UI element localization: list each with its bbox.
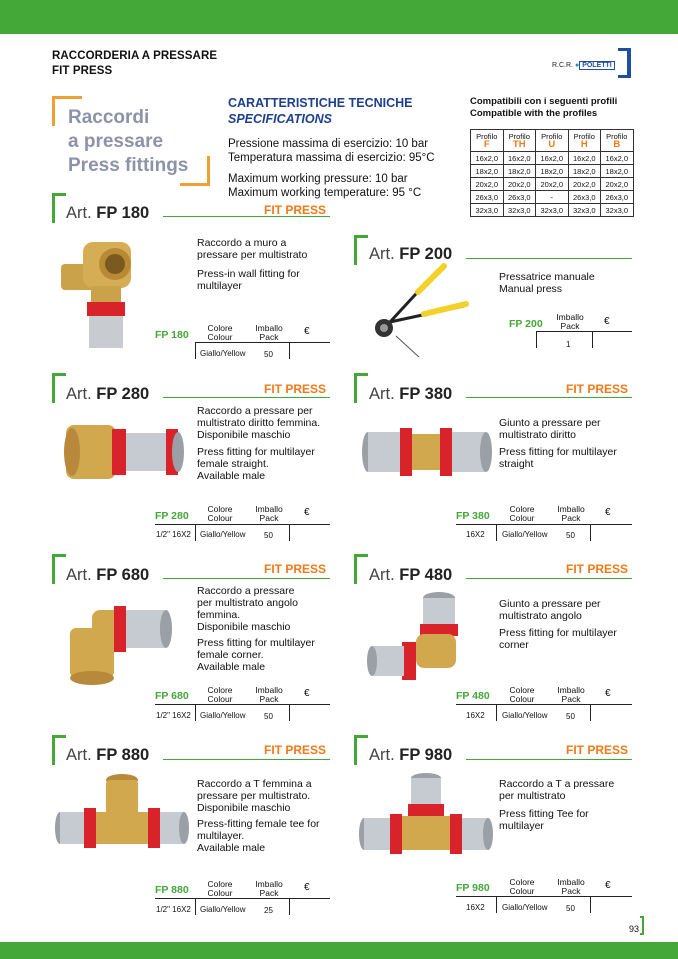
colore-header: Colore Colour — [207, 685, 233, 704]
spec-line-4: Maximum working temperature: 95 °C — [228, 187, 422, 199]
colore-header: Colore Colour — [509, 504, 535, 523]
fp880-desc-it: Raccordo a T femmina a pressare per multistrato. Disponibile maschio — [197, 778, 312, 814]
page-number-bracket — [640, 916, 644, 935]
section-underline — [163, 578, 330, 579]
section-corner — [354, 373, 357, 403]
drop-icon: ● — [574, 62, 580, 69]
table-row: 32x3,0 32x3,0 32x3,0 32x3,0 32x3,0 — [471, 204, 634, 217]
article-fp280-title: Art. FP 280 — [66, 385, 150, 403]
section-corner-h — [354, 235, 368, 238]
table-line — [195, 342, 330, 343]
fp180-code: FP 180 — [155, 329, 189, 341]
table-line — [155, 898, 330, 899]
fp680-desc-en: Press fitting for multilayer female corner. Available male — [197, 637, 315, 673]
fp280-colour: Giallo/Yellow — [200, 530, 246, 539]
article-fp680-title: Art. FP 680 — [66, 566, 150, 584]
brand-bracket-bottom — [618, 75, 631, 78]
fit-press-label: FIT PRESS — [566, 562, 629, 576]
section-underline — [466, 578, 632, 579]
imballo-header: Imballo Pack — [557, 504, 585, 523]
brand-bracket-top — [618, 48, 631, 51]
fp880-pack: 25 — [264, 906, 273, 915]
section-corner — [52, 193, 55, 223]
elbow-coupling-icon — [366, 590, 466, 690]
fp280-code: FP 280 — [155, 510, 189, 522]
table-vline — [590, 524, 591, 541]
profile-col-th: Profilo TH — [503, 130, 536, 152]
profile-col-b: Profilo B — [601, 130, 634, 152]
colore-header: Colore Colour — [509, 877, 535, 896]
fp480-code: FP 480 — [456, 690, 490, 702]
table-row: 26x3,0 26x3,0 - 26x3,0 26x3,0 — [471, 191, 634, 204]
table-vline — [289, 342, 290, 359]
table-vline — [195, 342, 196, 359]
fp480-colour: Giallo/Yellow — [502, 711, 548, 720]
specs-heading — [228, 95, 413, 127]
section-corner-h — [52, 373, 66, 376]
fp480-desc-en: Press fitting for multilayer corner — [499, 627, 617, 651]
colore-header: Colore Colour — [207, 504, 233, 523]
fp180-colour: Giallo/Yellow — [200, 349, 246, 358]
table-line — [456, 704, 632, 705]
imballo-header: Imballo Pack — [556, 312, 584, 331]
fp980-desc-it: Raccordo a T a pressare per multistrato — [499, 778, 615, 802]
header-line-1: RACCORDERIA A PRESSARE — [52, 50, 218, 62]
imballo-header: Imballo Pack — [255, 504, 283, 523]
section-corner — [354, 735, 357, 765]
euro-header: € — [304, 688, 310, 699]
article-fp180-title: Art. FP 180 — [66, 204, 150, 222]
spec-line-1: Pressione massima di esercizio: 10 bar — [228, 138, 429, 150]
straight-female-fitting-icon — [62, 415, 187, 490]
colore-header: Colore Colour — [207, 323, 233, 342]
euro-header: € — [605, 507, 611, 518]
euro-header: € — [304, 507, 310, 518]
table-vline — [592, 331, 593, 348]
section-corner — [52, 735, 55, 765]
fp980-desc-en: Press fitting Tee for multilayer — [499, 808, 589, 832]
section-corner — [354, 554, 357, 584]
colore-header: Colore Colour — [509, 685, 535, 704]
table-line — [155, 704, 330, 705]
section-underline — [466, 759, 632, 760]
fp480-desc-it: Giunto a pressare per multistrato angolo — [499, 598, 601, 622]
spec-line-2: Temperatura massima di esercizio: 95°C — [228, 152, 435, 164]
brand-logo — [552, 62, 615, 69]
table-vline — [496, 524, 497, 541]
fp280-desc-en: Press fitting for multilayer female straight. Available male — [197, 446, 315, 482]
section-corner-h — [354, 373, 368, 376]
imballo-header: Imballo Pack — [557, 877, 585, 896]
table-line — [536, 331, 632, 332]
fp380-size: 16X2 — [466, 530, 485, 539]
fp980-code: FP 980 — [456, 882, 490, 894]
fp880-colour: Giallo/Yellow — [200, 905, 246, 914]
section-corner — [354, 235, 357, 265]
fp880-code: FP 880 — [155, 884, 189, 896]
fp200-code: FP 200 — [509, 318, 543, 330]
fp180-pack: 50 — [264, 350, 273, 359]
article-fp880-title: Art. FP 880 — [66, 746, 150, 764]
page-number: 93 — [629, 924, 640, 934]
section-underline — [466, 258, 632, 259]
brand-prefix: R.C.R. — [552, 62, 573, 69]
fp680-desc-it: Raccordo a pressare per multistrato angolo femmina. Disponibile maschio — [197, 585, 298, 633]
table-vline — [195, 524, 196, 541]
fp880-desc-en: Press-fitting female tee for multilayer. Available male — [197, 818, 320, 854]
colore-header: Colore Colour — [207, 879, 233, 898]
specs-heading-en: SPECIFICATIONS — [228, 112, 332, 126]
article-fp200-title: Art. FP 200 — [369, 245, 453, 263]
table-vline — [496, 896, 497, 913]
fit-press-label: FIT PRESS — [566, 382, 629, 396]
fit-press-label: FIT PRESS — [264, 743, 327, 757]
fit-press-label: FIT PRESS — [264, 203, 327, 217]
female-tee-icon — [54, 772, 190, 862]
article-fp980-title: Art. FP 980 — [369, 746, 453, 764]
table-line — [155, 524, 330, 525]
table-vline — [195, 704, 196, 721]
section-corner-h — [52, 554, 66, 557]
table-line — [456, 896, 632, 897]
table-vline — [289, 524, 290, 541]
article-fp480-title: Art. FP 480 — [369, 566, 453, 584]
euro-header: € — [605, 880, 611, 891]
compat-line-2: Compatible with the profiles — [470, 108, 598, 119]
profiles-table — [470, 129, 634, 217]
fp380-code: FP 380 — [456, 510, 490, 522]
section-corner-h — [354, 735, 368, 738]
section-underline — [163, 759, 330, 760]
wall-fitting-icon — [55, 236, 145, 351]
fp200-pack: 1 — [566, 340, 571, 349]
fp180-desc-en: Press-in wall fitting for multilayer — [197, 268, 300, 292]
profile-col-u: Profilo U — [536, 130, 569, 152]
fp380-desc-en: Press fitting for multilayer straight — [499, 446, 617, 470]
table-vline — [590, 896, 591, 913]
section-corner-h — [52, 735, 66, 738]
fp200-desc: Pressatrice manuale Manual press — [499, 271, 595, 295]
female-elbow-icon — [62, 598, 182, 688]
article-fp380-title: Art. FP 380 — [369, 385, 453, 403]
imballo-header: Imballo Pack — [255, 685, 283, 704]
table-row: 18x2,0 18x2,0 18x2,0 18x2,0 18x2,0 — [471, 165, 634, 178]
table-vline — [496, 704, 497, 721]
fp980-pack: 50 — [566, 904, 575, 913]
fit-press-label: FIT PRESS — [264, 382, 327, 396]
imballo-header: Imballo Pack — [255, 323, 283, 342]
table-row: 16x2,0 16x2,0 16x2,0 16x2,0 16x2,0 — [471, 152, 634, 165]
euro-header: € — [604, 316, 610, 327]
section-corner — [52, 373, 55, 403]
fp680-size: 1/2" 16X2 — [156, 711, 191, 720]
profile-col-h: Profilo H — [568, 130, 601, 152]
straight-coupling-icon — [360, 420, 492, 485]
compat-line-1: Compatibili con i seguenti profili — [470, 96, 618, 107]
fp280-pack: 50 — [264, 531, 273, 540]
section-corner-h — [354, 554, 368, 557]
imballo-header: Imballo Pack — [255, 879, 283, 898]
fp880-size: 1/2" 16X2 — [156, 905, 191, 914]
fp280-size: 1/2" 16X2 — [156, 530, 191, 539]
table-vline — [195, 898, 196, 915]
brand-bracket — [627, 48, 631, 78]
table-vline — [289, 898, 290, 915]
compat-heading — [470, 96, 617, 120]
profiles-header-row — [471, 130, 634, 152]
specs-heading-it: CARATTERISTICHE TECNICHE — [228, 96, 413, 110]
tee-fitting-icon — [358, 772, 494, 867]
fp980-colour: Giallo/Yellow — [502, 903, 548, 912]
fp280-desc-it: Raccordo a pressare per multistrato diritto femmina. Disponibile maschio — [197, 405, 321, 441]
title-line-2: a pressare — [68, 131, 164, 152]
section-underline — [163, 397, 330, 398]
header-line-2: FIT PRESS — [52, 65, 113, 77]
table-row: 20x2,0 20x2,0 20x2,0 20x2,0 20x2,0 — [471, 178, 634, 191]
euro-header: € — [304, 882, 310, 893]
bottom-green-bar — [0, 942, 678, 959]
euro-header: € — [304, 326, 310, 337]
profile-col-f: Profilo F — [471, 130, 504, 152]
section-underline — [466, 397, 632, 398]
brand-name: POLETTI — [579, 61, 615, 70]
top-green-bar — [0, 0, 678, 34]
fp380-pack: 50 — [566, 531, 575, 540]
fit-press-label: FIT PRESS — [264, 562, 327, 576]
fp680-code: FP 680 — [155, 690, 189, 702]
section-corner — [52, 554, 55, 584]
table-vline — [590, 704, 591, 721]
fp680-colour: Giallo/Yellow — [200, 711, 246, 720]
fp480-size: 16X2 — [466, 711, 485, 720]
table-line — [456, 524, 632, 525]
table-vline — [536, 331, 537, 348]
fp680-pack: 50 — [264, 712, 273, 721]
title-line-1: Raccordi — [68, 107, 150, 128]
fp980-size: 16X2 — [466, 903, 485, 912]
euro-header: € — [605, 688, 611, 699]
fp380-colour: Giallo/Yellow — [502, 530, 548, 539]
fit-press-label: FIT PRESS — [566, 743, 629, 757]
spec-line-3: Maximum working pressure: 10 bar — [228, 173, 408, 185]
title-line-3: Press fittings — [68, 155, 189, 176]
fp380-desc-it: Giunto a pressare per multistrato diritto — [499, 417, 601, 441]
fp480-pack: 50 — [566, 712, 575, 721]
fp180-desc-it: Raccordo a muro a pressare per multistrato — [197, 237, 308, 261]
manual-press-icon — [360, 262, 470, 357]
imballo-header: Imballo Pack — [557, 685, 585, 704]
table-vline — [289, 704, 290, 721]
section-corner-h — [52, 193, 66, 196]
